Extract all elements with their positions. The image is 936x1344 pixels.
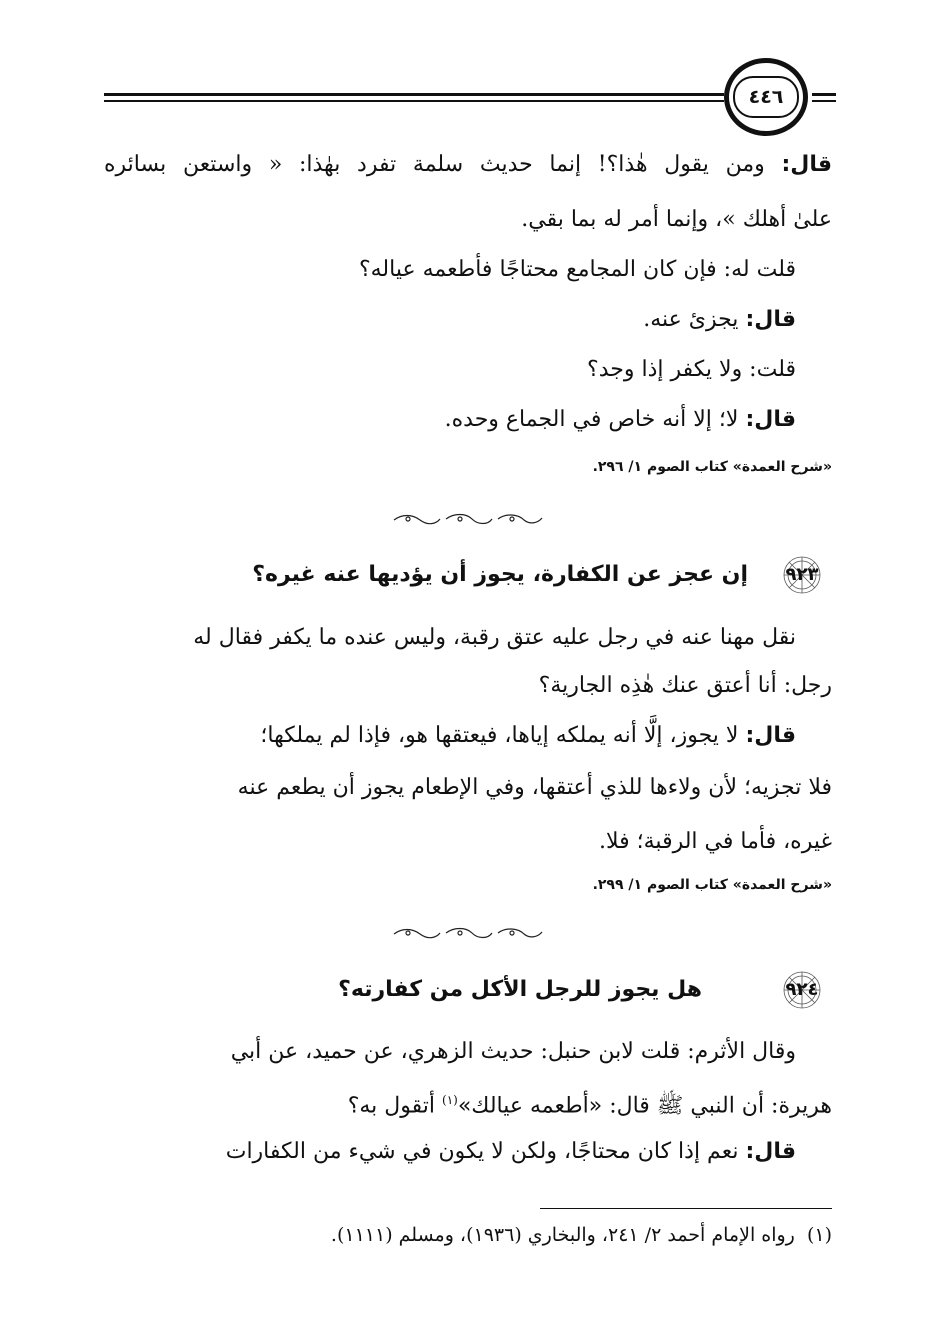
text-line xyxy=(231,1032,796,1072)
speaker-label: قال: xyxy=(745,1139,796,1164)
line-text: فلا تجزيه؛ لأن ولاءها للذي أعتقها، وفي الإطعام يجوز أن يطعم عنه xyxy=(237,775,832,800)
line-text: وقال الأثرم: قلت لابن حنبل: حديث الزهري، عن حميد، عن أبي xyxy=(230,1039,796,1064)
text-line xyxy=(359,250,796,290)
line-text: نعم إذا كان محتاجًا، ولكن لا يكون في شيء من الكفارات xyxy=(225,1139,746,1164)
line-text: ومن يقول هٰذا؟! إنما حديث سلمة تفرد بهٰذا: « واستعن بسائره xyxy=(104,152,782,177)
line-text: غيره، فأما في الرقبة؛ فلا. xyxy=(599,829,832,854)
question-number-text: ٩٢٣ xyxy=(785,564,819,585)
header-rule-tail-thin xyxy=(812,100,836,102)
text-line xyxy=(521,200,832,240)
text-line xyxy=(445,400,796,440)
line-text: رجل: أنا أعتق عنك هٰذِه الجارية؟ xyxy=(538,673,832,698)
header-rule-tail xyxy=(812,93,836,96)
speaker-label: قال: xyxy=(745,407,796,432)
line-text: أتقول به؟ xyxy=(347,1093,442,1119)
page-number-badge xyxy=(724,58,808,136)
page-number: ٤٤٦ xyxy=(733,76,799,118)
line-text: نقل مهنا عنه في رجل عليه عتق رقبة، وليس عنده ما يكفر فقال له xyxy=(193,625,796,650)
header-rule-thin xyxy=(104,100,724,102)
ornament-divider xyxy=(390,926,546,940)
footnote-marker: (١) xyxy=(806,1224,832,1246)
source-citation: «شرح العمدة» كتاب الصوم ١/ ٢٩٦. xyxy=(592,459,832,475)
line-text: لا؛ إلا أنه خاص في الجماع وحده. xyxy=(444,407,746,432)
text-line xyxy=(587,350,796,390)
text-line xyxy=(539,666,832,706)
footnote-ref: (١) xyxy=(442,1093,458,1107)
question-title: إن عجز عن الكفارة، يجوز أن يؤديها عنه غيره؟ xyxy=(252,562,748,587)
footnote xyxy=(331,1220,832,1250)
line-text: لا يجوز، إلَّا أنه يملكه إياها، فيعتقها هو، فإذا لم يملكها؛ xyxy=(260,723,746,748)
hadith-quote: «أطعمه عيالك» xyxy=(457,1093,603,1119)
line-text: يجزئ عنه. xyxy=(643,307,746,332)
ornament-divider xyxy=(390,512,546,526)
question-number xyxy=(772,970,832,1010)
line-text: قلت له: فإن كان المجامع محتاجًا فأطعمه عياله؟ xyxy=(358,257,796,282)
text-line xyxy=(104,145,832,185)
text-line xyxy=(643,300,796,340)
line-text: قلت: ولا يكفر إذا وجد؟ xyxy=(587,357,796,382)
header-rule xyxy=(104,93,724,96)
text-line xyxy=(193,618,796,658)
source-citation: «شرح العمدة» كتاب الصوم ١/ ٢٩٩. xyxy=(592,877,832,893)
question-number-text: ٩٢٤ xyxy=(785,979,819,1000)
line-text: هريرة: أن النبي ﷺ قال: xyxy=(602,1093,832,1119)
text-line xyxy=(599,822,832,862)
speaker-label: قال: xyxy=(745,307,796,332)
speaker-label: قال: xyxy=(781,152,832,177)
footnote-text: رواه الإمام أحمد ٢/ ٢٤١، والبخاري (١٩٣٦)، ومسلم (١١١١). xyxy=(330,1224,795,1246)
text-line xyxy=(226,1132,796,1172)
footnote-rule xyxy=(540,1208,832,1209)
text-line xyxy=(348,1080,832,1126)
text-line xyxy=(260,716,796,756)
question-number xyxy=(772,555,832,595)
speaker-label: قال: xyxy=(745,723,796,748)
line-text: علىٰ أهلك »، وإنما أمر له بما بقي. xyxy=(521,207,832,232)
question-title: هل يجوز للرجل الأكل من كفارته؟ xyxy=(338,977,702,1002)
text-line xyxy=(238,768,832,808)
